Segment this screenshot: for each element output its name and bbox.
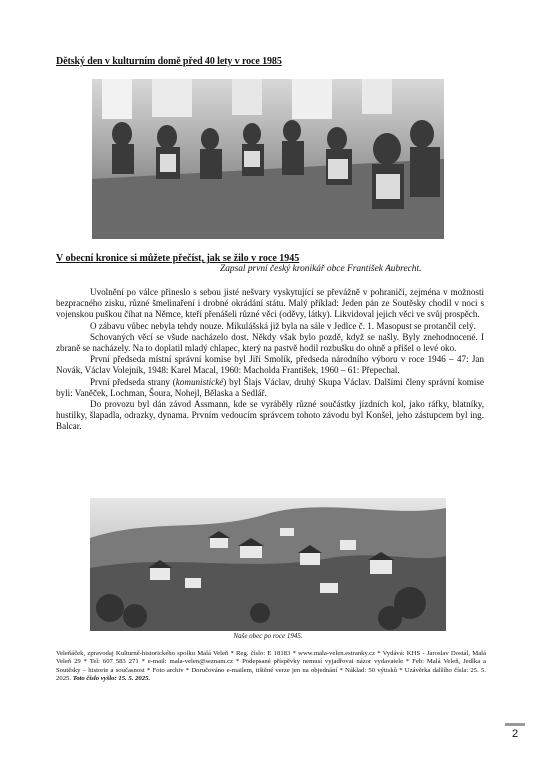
paragraph-italic: komunistické: [175, 376, 224, 387]
window-shape: [152, 79, 192, 117]
village-photo-image: [90, 498, 446, 631]
window-shape: [232, 79, 262, 115]
colophon: [56, 650, 486, 683]
window-shape: [292, 79, 332, 119]
issue-date: Toto číslo vyšlo: 15. 5. 2025.: [72, 674, 151, 682]
paragraph-text: První předseda strany (: [90, 376, 176, 387]
paragraph: Schovaných věcí se všude nacházelo dost. Někdy však bylo pozdě, když se našly. Byly znehodnocené. I zbraně se nacházely. Na to doplatil mladý chlapec, který na pastvě hodil rozbušku do ohně a přišel o levé oko.: [56, 331, 484, 354]
paragraph: [56, 377, 484, 399]
photo-caption: Naše obec po roce 1945.: [233, 632, 303, 640]
colophon-text: Veleňáček, zpravodaj Kulturně-historického spolku Malá Veleň * Reg. číslo: E 18183 * www.mala-velen.estranky.cz * Vydává: KHS - Jaroslav Dostál, Malá Veleň 29 * Tel: 607 583 271 * e-mail: mala-velen@seznam.cz * Podepsané příspěvky nemusí vyjadřovat názor vydavatele * Feb: Malá Veleň, Jedlka a Soutěsky – historie a současnost * Foto archiv * Doručováno e-mailem, tištěné verze jen na objednání * Náklad: 50 výtisků * Uzávěrka dalšího čísla: 25. 5. 2025.: [56, 650, 486, 682]
window-shape: [102, 79, 132, 119]
childrens-day-photo: [92, 79, 444, 239]
article-title-childrens-day: Dětský den v kulturním domě před 40 lety v roce 1985: [56, 56, 282, 67]
paragraph: O zábavu vůbec nebyla tehdy nouze. Mikulášská již byla na sále v Jedlce č. 1. Masopust se protančil celý.: [90, 320, 476, 331]
village-photo: [90, 498, 446, 631]
article-title-chronicle: V obecní kronice si můžete přečíst, jak se žilo v roce 1945: [56, 253, 300, 264]
page-number: 2: [511, 728, 519, 740]
paragraph-text: ) byl Šlajs Václav, druhý Skupa Václav. Dalšími členy správní komise byli: Vaněček, Lochman, Šoura, Nohejl, Bělaska a Sedlář.: [56, 376, 484, 398]
childrens-day-photo-image: [92, 79, 444, 239]
window-shape: [362, 79, 392, 114]
paragraph: Do provozu byl dán závod Assmann, kde se vyráběly různé součástky jízdních kol, jako ráfky, blatníky, hustilky, šlapadla, odrazky, dynama. Prvním vedoucím správcem tohoto závodu byl Konšel, jeho zástupcem byl ing. Balcar.: [56, 399, 484, 432]
paragraph: Uvolnění po válce přineslo s sebou jisté nešvary vyskytující se převážně v pohraničí, zejména v možnosti bezpracného zisku, různé šmelinaření i drobné okrádání státu. Malý příklad: Jeden pán ze Soutěsky chodil v noci s vojenskou puškou číhat na Němce, kteří přenášeli různé věci (oděvy, látky). Likvidoval jejich věci ve svůj prospěch.: [56, 287, 484, 320]
page-number-bar: [505, 723, 525, 726]
paragraph: První předseda místní správní komise byl Jiří Smolík, předseda národního výboru v roce 1946 – 47: Jan Novák, Václav Volejník, 1948: Karel Macal, 1960: Macholda František, 1960 – 61: Přepechal.: [56, 354, 484, 376]
article-body: [56, 287, 484, 433]
article-byline: Zapsal první český kronikář obce František Aubrecht.: [220, 264, 422, 274]
